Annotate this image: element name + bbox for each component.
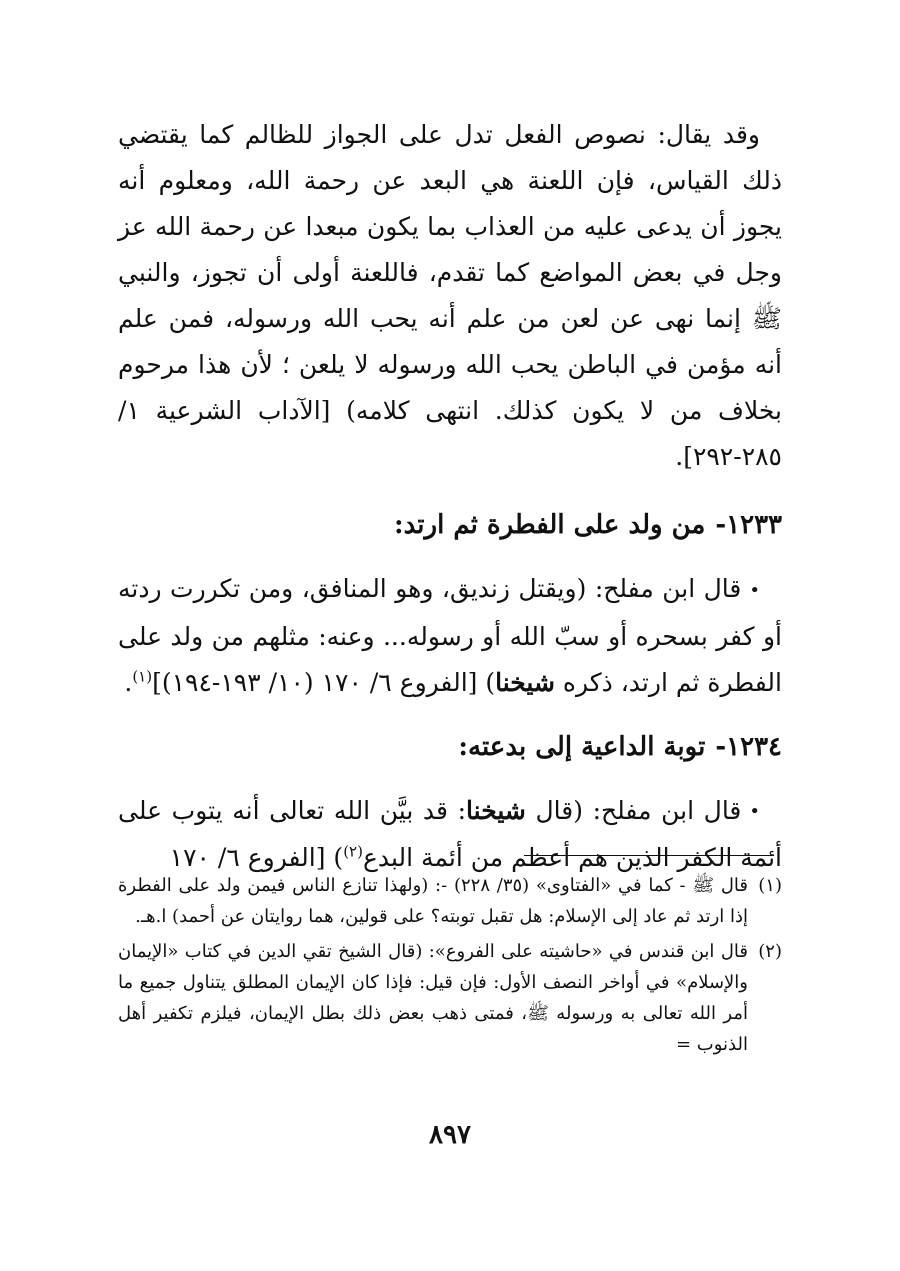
footnote-2 xyxy=(118,936,782,1060)
bullet-icon: • xyxy=(749,579,760,601)
footnote-2-number: (٢) xyxy=(758,941,782,962)
footnotes-block xyxy=(118,870,782,1064)
section-1233-text-start: قال ابن مفلح: (ويقتل زنديق، وهو المنافق، ومن تكررت ردته أو كفر بسحره أو سبّ الله أو رسوله... وعنه: مثلهم من ولد على الفطرة ثم ارتد، ذكره xyxy=(118,574,782,697)
section-1233-text-end: ) [الفروع ٦/ ١٧٠ (١٠/ ١٩٣-١٩٤)] xyxy=(152,667,496,697)
section-1234-ending: ) [الفروع ٦/ ١٧٠ xyxy=(169,843,344,872)
section-1233-ending: . xyxy=(124,667,133,697)
footnote-2-text: قال ابن قندس في «حاشيته على الفروع»: (قال الشيخ تقي الدين في كتاب «الإيمان والإسلام» في أواخر النصف الأول: فإن قيل: فإذا كان الإيمان المطلق يتناول جميع ما أمر الله تعالى به ورسوله ﷺ، فمتى ذهب بعض ذلك بطل الإيمان، فيلزم تكفير أهل الذنوب = xyxy=(118,941,749,1055)
page-number: ٨٩٧ xyxy=(429,1120,471,1150)
spacer xyxy=(118,706,782,724)
main-text-block xyxy=(118,112,782,881)
section-1234-title: توبة الداعية إلى بدعته: xyxy=(458,731,706,762)
footnote-ref-2[interactable]: (٢) xyxy=(343,842,363,861)
section-1234-number: ١٢٣٤- xyxy=(715,731,782,762)
footnote-separator xyxy=(524,855,774,856)
section-1234-heading xyxy=(118,724,782,770)
section-1234-text-start: قال ابن مفلح: (قال xyxy=(535,795,742,825)
section-1234-text-end: : قد بيَّن الله تعالى أنه يتوب على أئمة الكفر الذين هم أعظم من أئمة البدع xyxy=(118,795,782,872)
section-1233-heading xyxy=(118,502,782,548)
section-1233-bold-term: شيخنا xyxy=(495,667,555,697)
section-1234-paragraph xyxy=(118,788,782,882)
section-1233-title: من ولد على الفطرة ثم ارتد: xyxy=(394,510,706,540)
spacer xyxy=(118,480,782,502)
section-1233-paragraph xyxy=(118,566,782,706)
section-1234-bold-term: شيخنا xyxy=(466,795,526,825)
footnote-ref-1[interactable]: (١) xyxy=(132,667,153,686)
intro-paragraph xyxy=(118,112,782,480)
footnote-1 xyxy=(118,870,782,932)
footnote-1-number: (١) xyxy=(758,875,782,896)
intro-paragraph-text: وقد يقال: نصوص الفعل تدل على الجواز للظالم كما يقتضي ذلك القياس، فإن اللعنة هي البعد عن رحمة الله، ومعلوم أنه يجوز أن يدعى عليه من العذاب بما يكون مبعدا عن رحمة الله عز وجل في بعض المواضع كما تقدم، فاللعنة أولى أن تجوز، والنبي ﷺ إنما نهى عن لعن من علم أنه يحب الله ورسوله، فمن علم أنه مؤمن في الباطن يحب الله ورسوله لا يلعن ؛ لأن هذا مرحوم بخلاف من لا يكون كذلك. انتهى كلامه) [الآداب الشرعية ١/ ٢٨٥-٢٩٢]. xyxy=(118,120,782,471)
spacer xyxy=(118,770,782,788)
spacer xyxy=(118,548,782,566)
bullet-icon: • xyxy=(749,801,761,822)
footnote-1-text: قال ﷺ - كما في «الفتاوى» (٣٥/ ٢٢٨) -: (ولهذا تنازع الناس فيمن ولد على الفطرة إذا ارتد ثم عاد إلى الإسلام: هل تقبل توبته؟ على قولين، هما روايتان عن أحمد) ا.هـ. xyxy=(118,875,749,927)
section-1233-number: ١٢٣٣- xyxy=(715,510,782,540)
